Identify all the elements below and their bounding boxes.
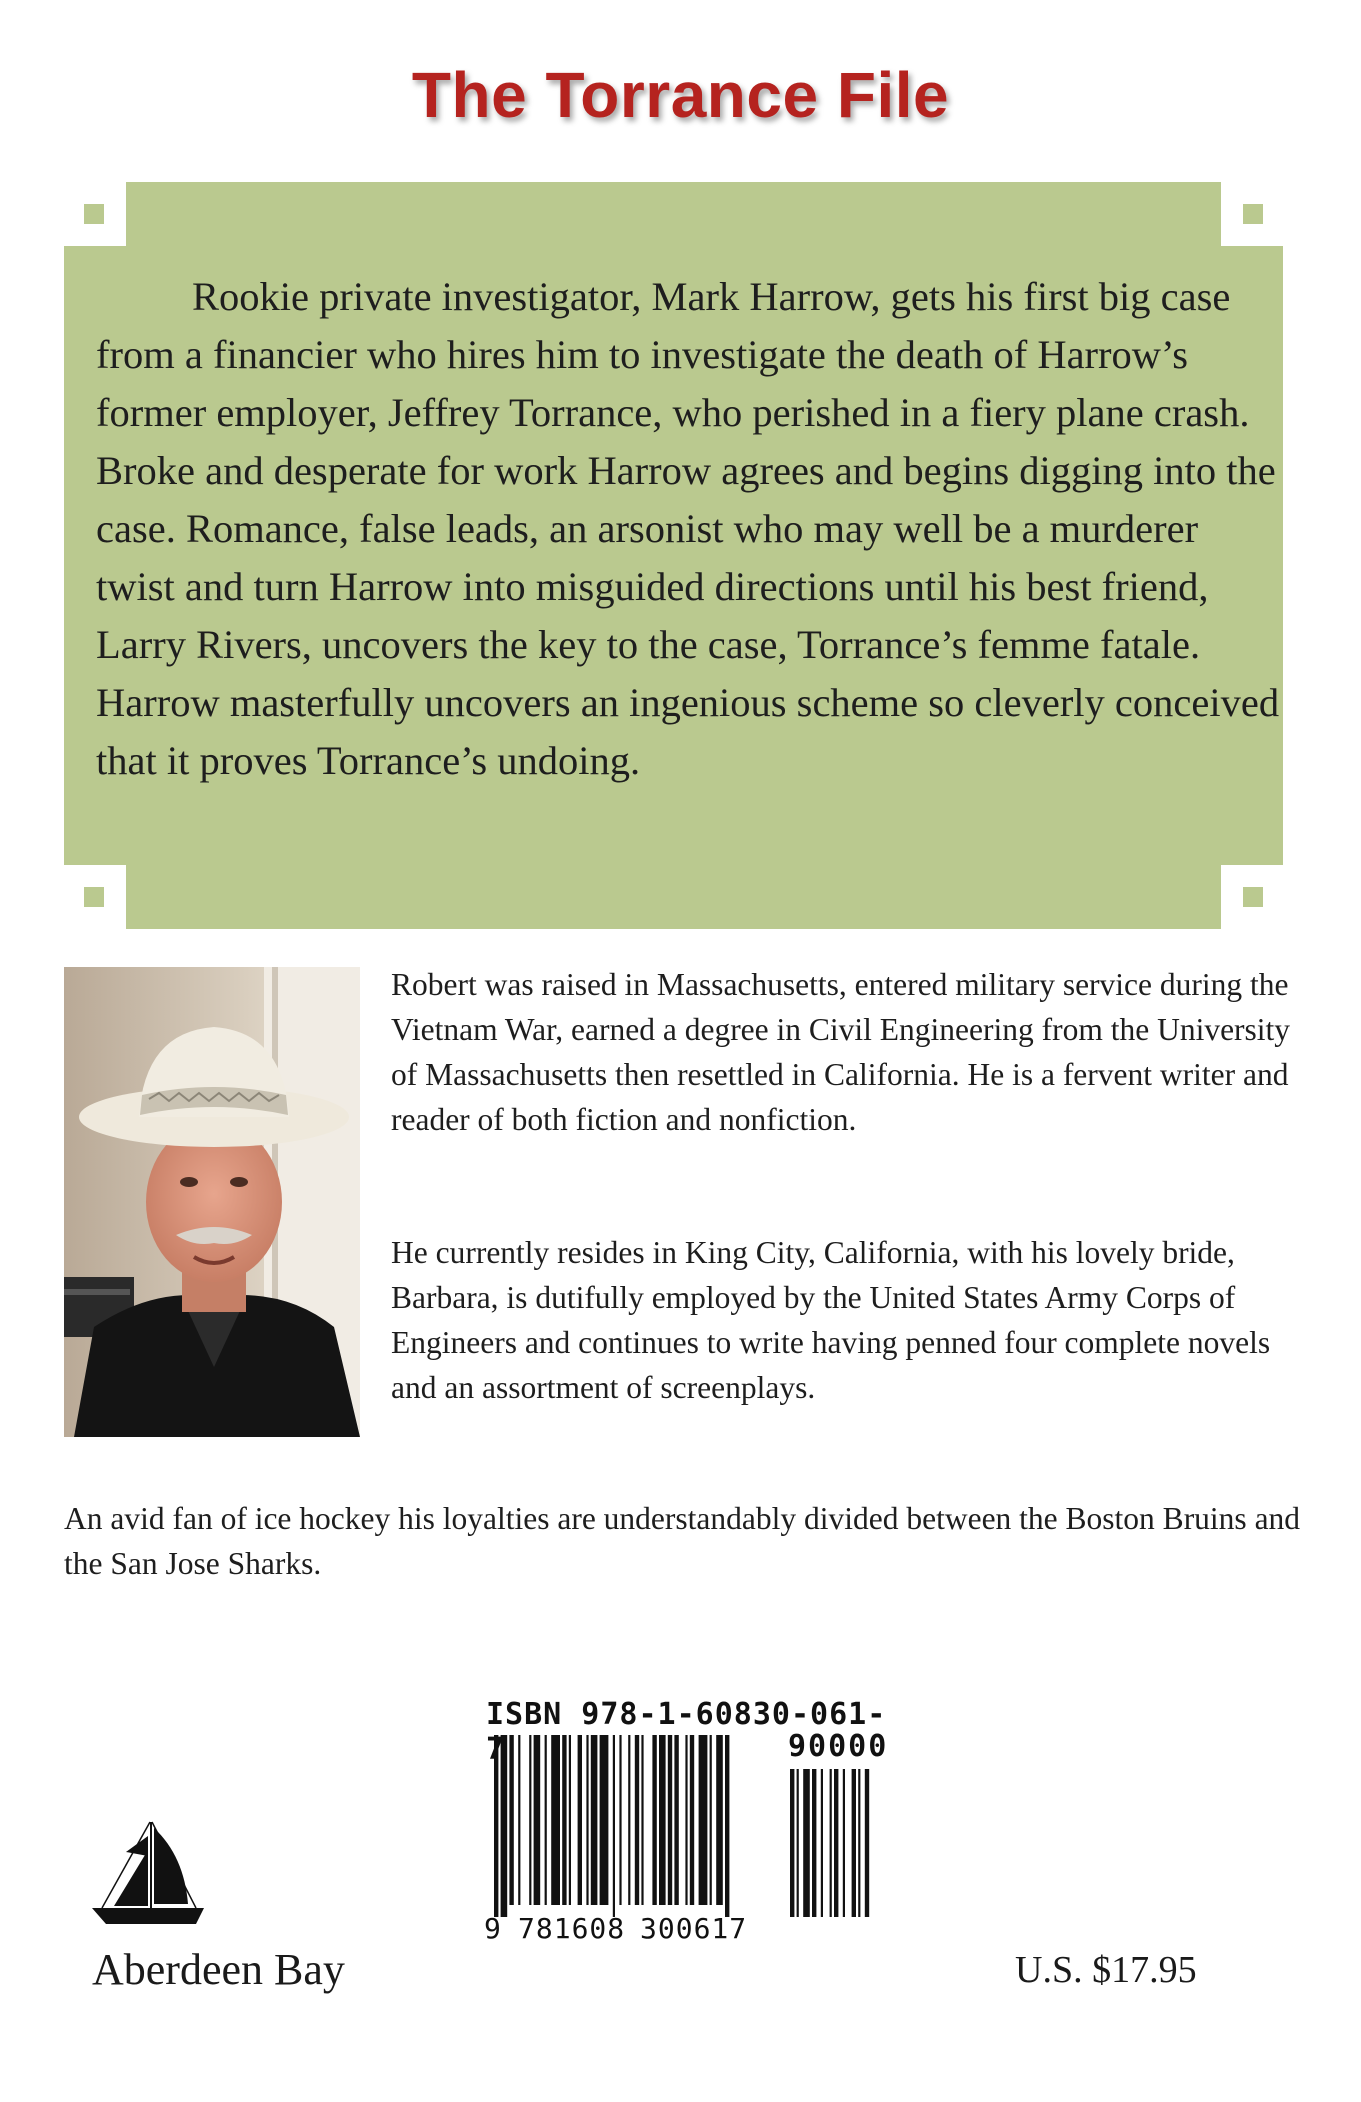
- addon-bar: [858, 1769, 860, 1917]
- author-photo: [64, 967, 360, 1437]
- publisher-name: Aberdeen Bay: [92, 1945, 345, 1994]
- book-blurb: Rookie private investigator, Mark Harrow, gets his first big case from a financier who hires him to investigate the death of Harrow’s former employer, Jeffrey Torrance, who perished in a fiery plane crash. Broke and desperate for work Harrow agrees and begins digging into the case. Romance, false leads, an arsonist who may well be a murderer twist and turn Harrow into misguided directions until his best friend, Larry Rivers, uncovers the key to the case, Torrance’s femme fatale. Harrow masterfully uncovers an ingenious scheme so cleverly conceived that it proves Torrance’s undoing.: [96, 274, 1280, 783]
- sailing-ship-logo-icon: [92, 1816, 212, 1936]
- addon-bar: [834, 1769, 838, 1917]
- author-bio-paragraph-2: He currently resides in King City, California, with his lovely bride, Barbara, is dutifully employed by the United States Army Corps of Engineers and continues to write having penned four complete novels and an assortment of screenplays.: [391, 1235, 1271, 1405]
- addon-bar: [865, 1769, 869, 1917]
- addon-bar: [790, 1769, 794, 1917]
- author-bio-paragraph-1: Robert was raised in Massachusetts, entered military service during the Vietnam War, earned a degree in Civil Engineering from the University of Massachusetts then resettled in California. He is a fervent writer and reader of both fiction and nonfiction.: [391, 967, 1291, 1137]
- barcode-digit-group-2: 300617: [640, 1912, 748, 1945]
- addon-bar: [797, 1769, 799, 1917]
- book-price: U.S. $17.95: [1015, 1949, 1197, 1991]
- barcode-digit-group-1: 781608: [518, 1912, 626, 1945]
- author-bio-paragraph-3: An avid fan of ice hockey his loyalties are understandably divided between the Boston Bruins and the San Jose Sharks.: [64, 1501, 1301, 1581]
- addon-bar: [852, 1769, 856, 1917]
- barcode-price-code: 90000: [788, 1729, 889, 1764]
- barcode-digit-lead: 9: [484, 1912, 502, 1945]
- isbn-label: ISBN 978-1-60830-061-7: [486, 1697, 887, 1767]
- addon-bar: [830, 1769, 832, 1917]
- isbn-barcode: [482, 1697, 902, 1927]
- addon-bar: [843, 1769, 845, 1917]
- book-title: The Torrance File: [411, 59, 950, 131]
- addon-bar: [821, 1769, 823, 1917]
- addon-bar: [812, 1769, 816, 1917]
- addon-bar: [803, 1769, 810, 1917]
